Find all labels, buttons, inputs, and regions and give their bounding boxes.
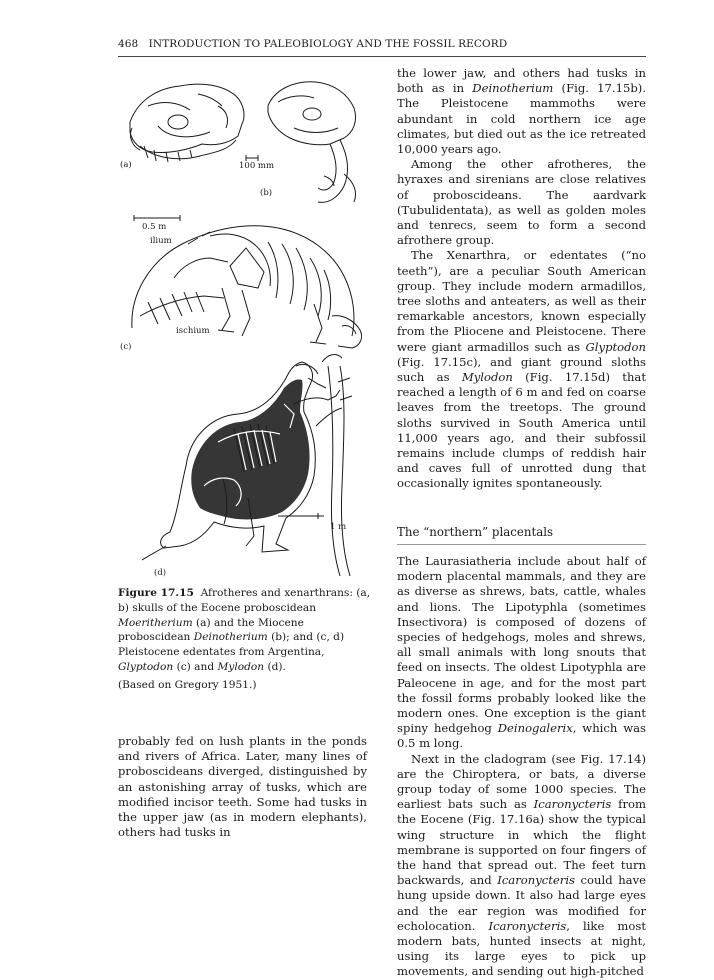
caption-text: (b); and (c, d) Pleistocene edentates from Argentina,: [118, 631, 345, 659]
header-rule: [118, 56, 646, 57]
scale-label-c: 0.5 m: [142, 222, 167, 232]
figure-number: Figure 17.15: [118, 587, 194, 599]
scale-label-d: 1 m: [330, 522, 347, 532]
figure-label-d: (d): [154, 568, 167, 578]
caption-italic: Moeritherium: [118, 616, 193, 629]
figure-label-b: (b): [260, 188, 273, 198]
caption-italic: Glyptodon: [118, 660, 174, 673]
running-title: INTRODUCTION TO PALEOBIOLOGY AND THE FOSSIL RECORD: [148, 38, 508, 50]
right-column-body: [397, 66, 646, 980]
section-heading: The “northern” placentals: [397, 525, 646, 545]
running-header: [118, 38, 646, 50]
left-column-body: [118, 734, 367, 840]
figure-caption: [118, 586, 371, 693]
caption-italic: Mylodon: [217, 660, 265, 673]
caption-source-note: (Based on Gregory 1951.): [118, 678, 257, 691]
paragraph: probably fed on lush plants in the ponds and rivers of Africa. Later, many lines of proboscideans diverged, distinguished by an astonishing array of tusks, which are modified incisor teeth. Some had tusks in the upper jaw (as in modern elephants), others had tusks in: [118, 734, 367, 840]
figure-17-15: [118, 66, 373, 586]
page-number: 468: [118, 38, 139, 50]
paragraph: The Xenarthra, or edentates (“no teeth”), are a peculiar South American group. They include modern armadillos, tree sloths and anteaters, as well as their remarkable ancestors, known especially from the Pliocene and Pleistocene. There were giant armadillos such as Glyptodon (Fig. 17.15c), and giant ground sloths such as Mylodon (Fig. 17.15d) that reached a length of 6 m and fed on coarse leaves from the treetops. The ground sloths survived in South America until 11,000 years ago, and their subfossil remains include clumps of reddish hair and caves full of unrotted dung that occasionally ignites spontaneously.: [397, 248, 646, 491]
figure-label-c: (c): [120, 342, 132, 352]
ilium-label: ilium: [150, 236, 172, 246]
paragraph: Among the other afrotheres, the hyraxes and sirenians are close relatives of proboscideans. The aardvark (Tubulidentata), as well as golden moles and tenrecs, seem to form a second afrothere group.: [397, 157, 646, 248]
scale-label-a: 100 mm: [239, 161, 275, 171]
caption-italic: Deinotherium: [193, 631, 268, 644]
moeritherium-skull-drawing: [130, 84, 244, 162]
ischium-label: ischium: [176, 326, 210, 336]
caption-text: (d).: [264, 660, 286, 673]
figure-illustration: [118, 66, 373, 586]
figure-label-a: (a): [120, 160, 132, 170]
paragraph: the lower jaw, and others had tusks in both as in Deinotherium (Fig. 17.15b). The Pleistocene mammoths were abundant in cold northern ice age climates, but died out as the ice retreated 10,000 years ago.: [397, 66, 646, 157]
caption-text: (a) and the Miocene proboscidean: [118, 616, 304, 644]
deinotherium-skull-drawing: [268, 82, 356, 203]
paragraph: Next in the cladogram (see Fig. 17.14) are the Chiroptera, or bats, a diverse group today of some 1000 species. The earliest bats such as Icaronycteris from the Eocene (Fig. 17.16a) show the typical wing structure in which the flight membrane is supported on four fingers of the hand that spread out. The feet turn backwards, and Icaronycteris could have hung upside down. It also had large eyes and the ear region was modified for echolocation. Icaronycteris, like most modern bats, hunted insects at night, using its large eyes to pick up movements, and sending out high-pitched: [397, 751, 646, 979]
glyptodon-skeleton-drawing: [132, 215, 362, 348]
caption-text: (c) and: [173, 660, 218, 673]
paragraph: The Laurasiatheria include about half of modern placental mammals, and they are as diverse as shrews, bats, cattle, whales and lions. The Lipotyphla (sometimes Insectivora) is composed of dozens of species of hedgehogs, moles and shrews, all small animals with long snouts that feed on insects. The oldest Lipotyphla are Paleocene in age, and for the most part the fossil forms probably looked like the modern ones. One exception is the giant spiny hedgehog Deinogalerix, which was 0.5 m long.: [397, 553, 647, 751]
caption-text: Afrotheres and xenarthrans: (a, b) skulls of the Eocene proboscidean: [118, 587, 371, 614]
